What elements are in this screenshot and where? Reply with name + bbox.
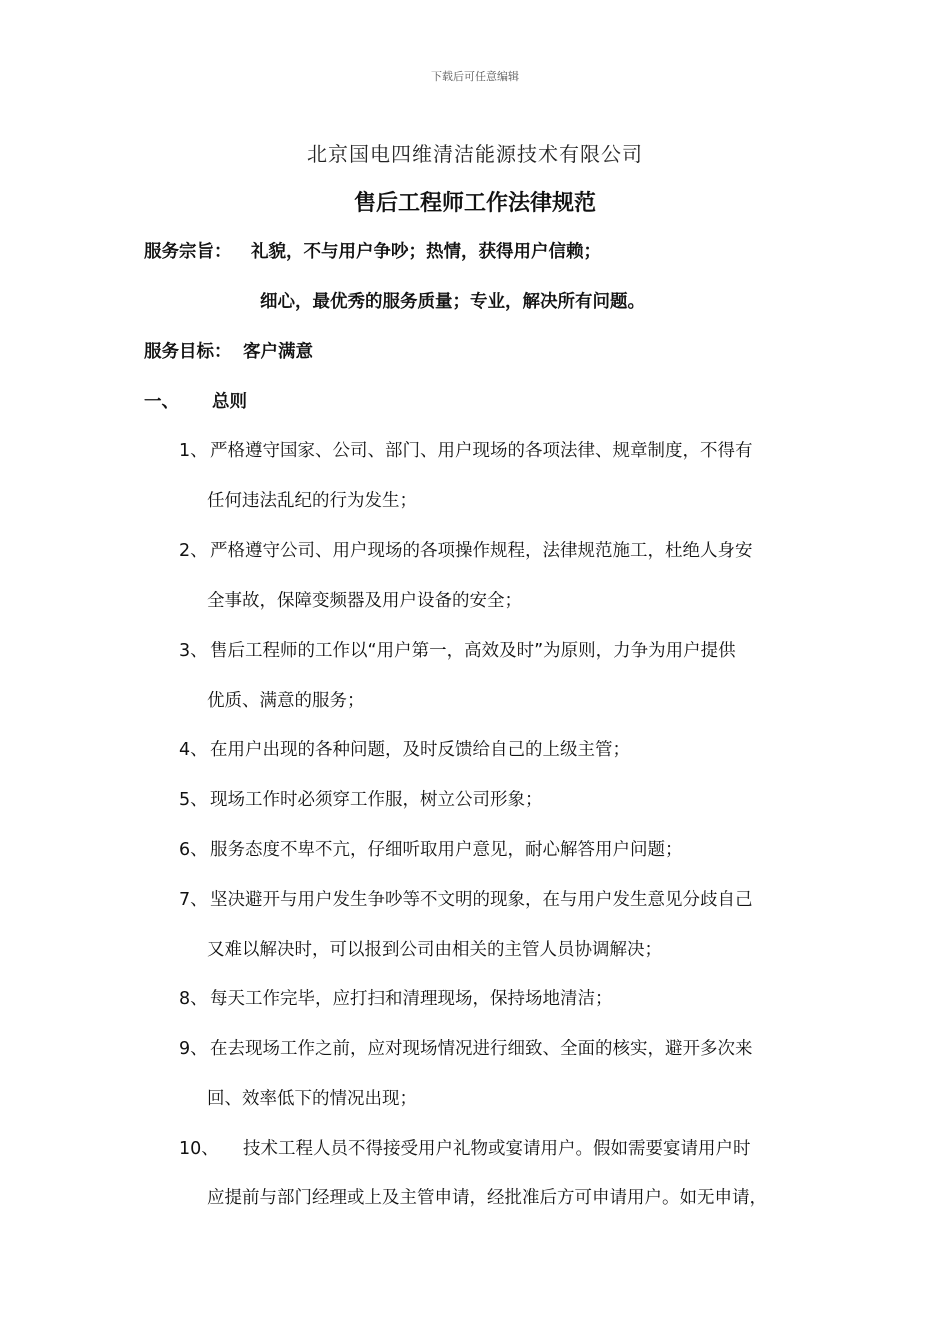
list-item-number: 3、 bbox=[179, 641, 208, 661]
list-item-line: 又难以解决时，可以报到公司由相关的主管人员协调解决； bbox=[207, 940, 662, 960]
list-item-line: 售后工程师的工作以“用户第一，高效及时”为原则，力争为用户提供 bbox=[210, 641, 736, 661]
purpose-label: 服务宗旨： bbox=[144, 242, 232, 262]
section-number: 一、 bbox=[144, 392, 179, 412]
list-item-line: 技术工程人员不得接受用户礼物或宴请用户。假如需要宴请用户时 bbox=[243, 1139, 751, 1159]
company-name: 北京国电四维清洁能源技术有限公司 bbox=[307, 142, 643, 166]
list-item-line: 优质、满意的服务； bbox=[207, 691, 365, 711]
page-header-note: 下载后可任意编辑 bbox=[431, 70, 519, 83]
list-item-number: 6、 bbox=[179, 840, 208, 860]
list-item-line: 严格遵守公司、用户现场的各项操作规程，法律规范施工，杜绝人身安 bbox=[210, 541, 753, 561]
document-title: 售后工程师工作法律规范 bbox=[353, 191, 596, 216]
goal-value: 客户满意 bbox=[243, 342, 313, 362]
list-item-line: 任何违法乱纪的行为发生； bbox=[207, 491, 417, 511]
list-item-line: 每天工作完毕，应打扫和清理现场，保持场地清洁； bbox=[210, 989, 613, 1009]
list-item-number: 9、 bbox=[179, 1039, 208, 1059]
list-item-line: 在去现场工作之前，应对现场情况进行细致、全面的核实，避开多次来 bbox=[210, 1039, 753, 1059]
list-item-line: 应提前与部门经理或上及主管申请，经批准后方可申请用户。如无申请， bbox=[207, 1188, 767, 1208]
list-item-number: 7、 bbox=[179, 890, 208, 910]
list-item-line: 全事故，保障变频器及用户设备的安全； bbox=[207, 591, 522, 611]
list-item-line: 在用户出现的各种问题，及时反馈给自己的上级主管； bbox=[210, 740, 630, 760]
list-item-line: 现场工作时必须穿工作服，树立公司形象； bbox=[210, 790, 543, 810]
purpose-line-1: 礼貌，不与用户争吵；热情，获得用户信赖； bbox=[251, 242, 601, 262]
list-item-line: 回、效率低下的情况出现； bbox=[207, 1089, 417, 1109]
list-item-number: 1、 bbox=[179, 441, 208, 461]
purpose-line-2: 细心，最优秀的服务质量；专业，解决所有问题。 bbox=[260, 292, 645, 312]
list-item-line: 坚决避开与用户发生争吵等不文明的现象，在与用户发生意见分歧自己 bbox=[210, 890, 753, 910]
list-item-number: 8、 bbox=[179, 989, 208, 1009]
list-item-line: 服务态度不卑不亢，仔细听取用户意见，耐心解答用户问题； bbox=[210, 840, 683, 860]
section-heading: 总则 bbox=[212, 392, 247, 412]
list-item-number: 10、 bbox=[179, 1139, 219, 1159]
list-item-number: 4、 bbox=[179, 740, 208, 760]
list-item-line: 严格遵守国家、公司、部门、用户现场的各项法律、规章制度，不得有 bbox=[210, 441, 753, 461]
list-item-number: 2、 bbox=[179, 541, 208, 561]
list-item-number: 5、 bbox=[179, 790, 208, 810]
goal-label: 服务目标： bbox=[144, 342, 232, 362]
